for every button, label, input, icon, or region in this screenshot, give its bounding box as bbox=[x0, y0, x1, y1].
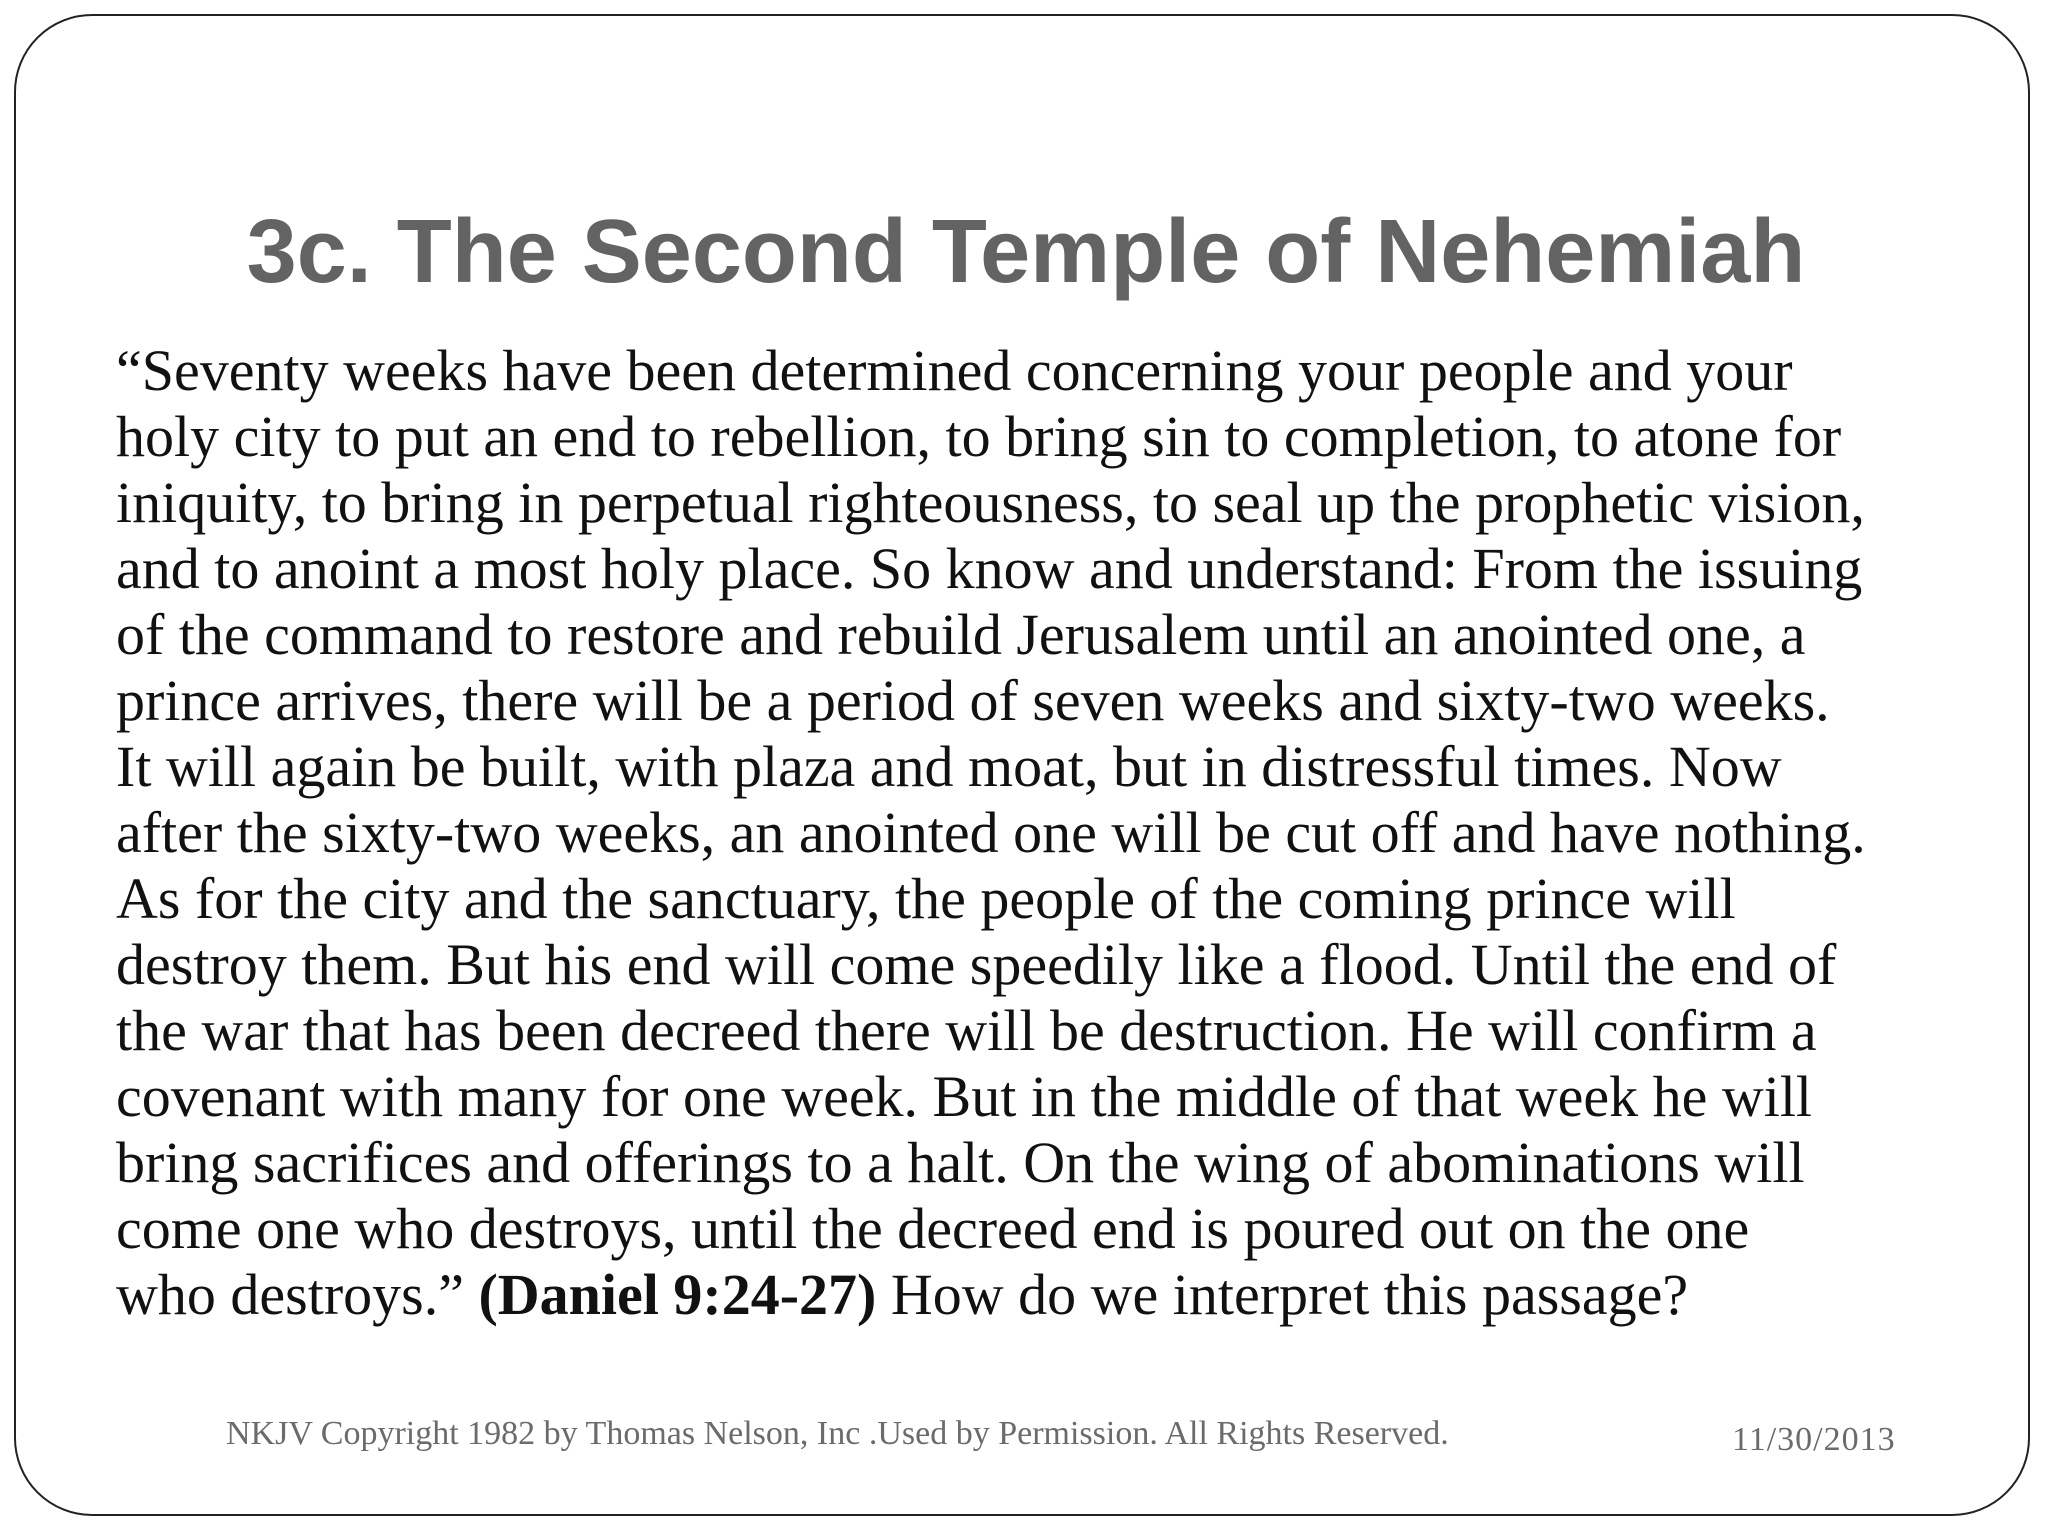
interpretation-question: How do we interpret this passage? bbox=[876, 1262, 1689, 1327]
passage-line: iniquity, to bring in perpetual righteousness, to seal up the prophetic vision, bbox=[116, 470, 1865, 535]
passage-line: It will again be built, with plaza and moat, but in distressful times. Now bbox=[116, 734, 1782, 799]
slide-title: 3c. The Second Temple of Nehemiah bbox=[246, 202, 1806, 302]
passage-line: of the command to restore and rebuild Jerusalem until an anointed one, a bbox=[116, 602, 1806, 667]
slide bbox=[14, 14, 2030, 1516]
passage-closing-text: who destroys.” bbox=[116, 1262, 479, 1327]
passage-line: holy city to put an end to rebellion, to bring sin to completion, to atone for bbox=[116, 404, 1842, 469]
passage-last-line bbox=[116, 1262, 1996, 1328]
passage-line: prince arrives, there will be a period of seven weeks and sixty-two weeks. bbox=[116, 668, 1830, 733]
passage-line: bring sacrifices and offerings to a halt. On the wing of abominations will bbox=[116, 1130, 1805, 1195]
passage-line: and to anoint a most holy place. So know and understand: From the issuing bbox=[116, 536, 1863, 601]
passage-line: covenant with many for one week. But in the middle of that week he will bbox=[116, 1064, 1813, 1129]
passage-line: after the sixty-two weeks, an anointed one will be cut off and have nothing. bbox=[116, 800, 1866, 865]
passage-line: come one who destroys, until the decreed end is poured out on the one bbox=[116, 1196, 1750, 1261]
passage-line: As for the city and the sanctuary, the people of the coming prince will bbox=[116, 866, 1736, 931]
footer-date: 11/30/2013 bbox=[1732, 1421, 1896, 1458]
scripture-reference: (Daniel 9:24-27) bbox=[478, 1262, 877, 1327]
passage-line: destroy them. But his end will come speedily like a flood. Until the end of bbox=[116, 932, 1837, 997]
scripture-passage bbox=[116, 338, 1996, 1328]
passage-line: the war that has been decreed there will be destruction. He will confirm a bbox=[116, 998, 1817, 1063]
passage-line: “Seventy weeks have been determined concerning your people and your bbox=[116, 338, 1793, 403]
footer-copyright: NKJV Copyright 1982 by Thomas Nelson, Inc .Used by Permission. All Rights Reserved. bbox=[226, 1415, 1449, 1452]
